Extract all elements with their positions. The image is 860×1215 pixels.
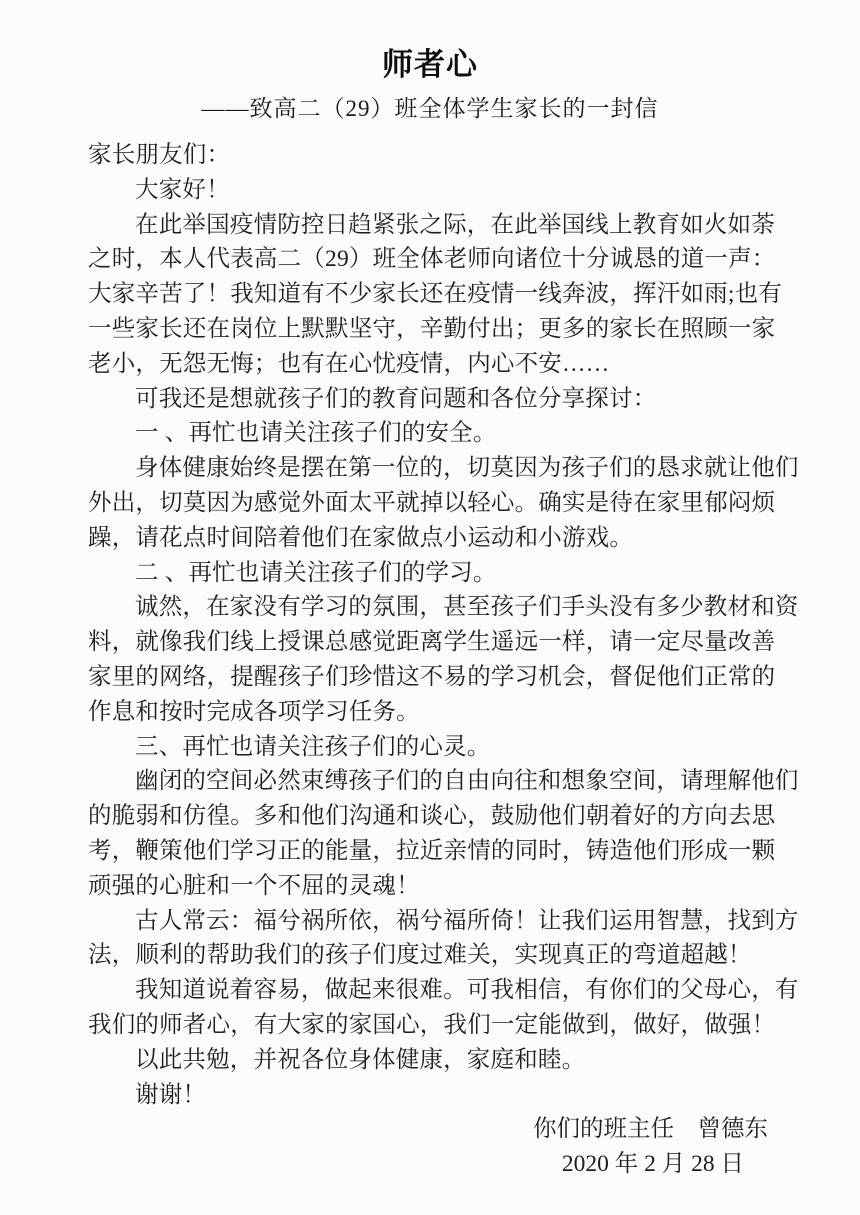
letter-signature: 你们的班主任 曾德东 [533,1116,768,1143]
letter-date: 2020 年 2 月 28 日 [561,1151,744,1178]
letter-line: 幽闭的空间必然束缚孩子们的自由向往和想象空间，请理解他们 [135,768,799,795]
letter-body [88,138,799,1112]
letter-line: 之时，本人代表高二（29）班全体老师向诸位十分诚恳的道一声： [88,246,776,273]
letter-line: 作息和按时完成各项学习任务。 [88,698,420,725]
letter-title: 师者心 [382,47,478,82]
letter-line: 家里的网络，提醒孩子们珍惜这不易的学习机会，督促他们正常的 [88,663,776,690]
letter-line: 我知道说着容易，做起来很难。可我相信，有你们的父母心，有 [135,977,799,1004]
letter-line: 的脆弱和仿徨。多和他们沟通和谈心，鼓励他们朝着好的方向去思 [88,803,776,830]
letter-line: 法，顺利的帮助我们的孩子们度过难关，实现真正的弯道超越！ [88,942,752,969]
letter-line: 可我还是想就孩子们的教育问题和各位分享探讨： [135,385,657,412]
letter-line: 躁，请花点时间陪着他们在家做点小运动和小游戏。 [88,524,634,551]
letter-line: 我们的师者心，有大家的家国心，我们一定能做到，做好，做强！ [88,1011,776,1038]
letter-line: 二 、再忙也请关注孩子们的学习。 [135,559,497,586]
letter-line: 老小，无怨无悔；也有在心忧疫情，内心不安…… [88,350,610,377]
letter-line: 古人常云：福兮祸所依，祸兮福所倚！让我们运用智慧，找到方 [135,907,799,934]
letter-subtitle: ——致高二（29）班全体学生家长的一封信 [201,96,659,121]
letter-line: 家长朋友们： [88,142,231,168]
letter-line: 一些家长还在岗位上默默坚守，辛勤付出；更多的家长在照顾一家 [88,315,776,342]
letter-line: 三、再忙也请关注孩子们的心灵。 [135,733,491,760]
letter-page [88,0,799,1215]
letter-line: 谢谢！ [135,1081,207,1108]
letter-line: 身体健康始终是摆在第一位的，切莫因为孩子们的恳求就让他们 [135,455,799,482]
letter-line: 大家辛苦了！我知道有不少家长还在疫情一线奔波，挥汗如雨;也有 [88,281,783,308]
letter-line: 以此共勉，并祝各位身体健康，家庭和睦。 [135,1046,586,1073]
letter-line: 料，就像我们线上授课总感觉距离学生遥远一样，请一定尽量改善 [88,629,776,656]
letter-line: 外出，切莫因为感觉外面太平就掉以轻心。确实是待在家里郁闷烦 [88,489,776,516]
letter-line: 一 、再忙也请关注孩子们的安全。 [135,420,497,447]
letter-line: 考，鞭策他们学习正的能量，拉近亲情的同时，铸造他们形成一颗 [88,837,776,864]
letter-line: 在此举国疫情防控日趋紧张之际，在此举国线上教育如火如荼 [135,211,775,238]
letter-line: 顽强的心脏和一个不屈的灵魂！ [88,872,420,899]
letter-line: 诚然，在家没有学习的氛围，甚至孩子们手头没有多少教材和资 [135,594,799,621]
letter-line: 大家好！ [135,176,230,203]
